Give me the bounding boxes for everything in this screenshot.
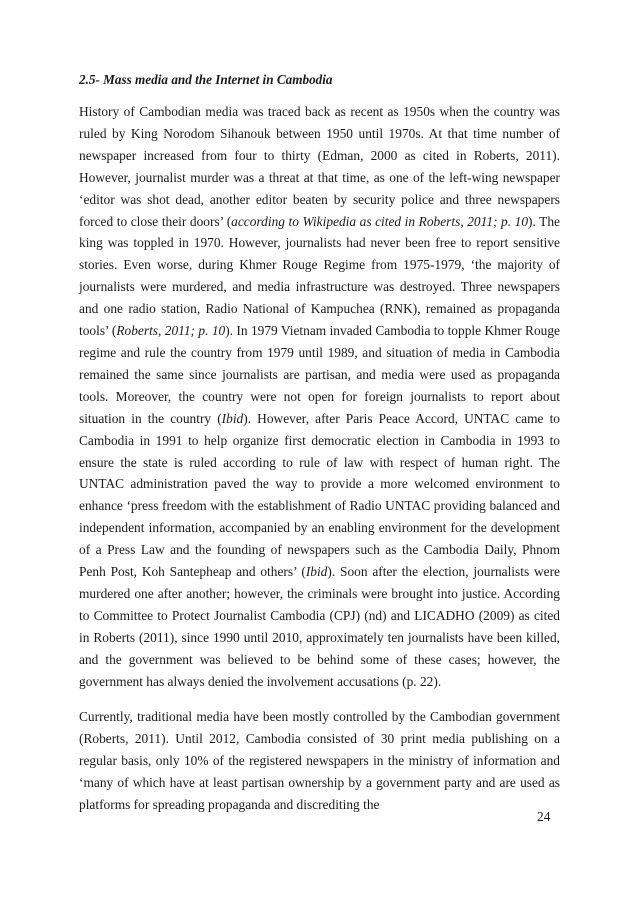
page-number: 24: [537, 809, 551, 824]
text-run: History of Cambodian media was traced back as recent as 1950s when the country was ruled by King Norodom Sihanouk between 1950 until 1970s. At that time number of newspaper increased from four to thirty (Edman, 2000 as cited in Roberts, 2011). However, journalist murder was a threat at that time, as one of the left-wing newspaper ‘editor was shot dead, another editor beaten by security police and three newspapers forced to close their doors’ (: [79, 104, 560, 229]
text-run: Currently, traditional media have been mostly controlled by the Cambodian government (Roberts, 2011). Until 2012, Cambodia consisted of 30 print media publishing on a regular basis, only 10% of the registered newspapers in the ministry of information and ‘many of which have at least partisan ownership by a government party and are used as platforms for spreading propaganda and discrediting the: [79, 709, 560, 812]
text-run: ). In 1979 Vietnam invaded Cambodia to topple Khmer Rouge regime and rule the country from 1979 until 1989, and situation of media in Cambodia remained the same since journalists are partisan, and media were used as propaganda tools. Moreover, the country were not open for foreign journalists to report about situation in the country (: [79, 323, 560, 426]
text-run: ). The king was toppled in 1970. However, journalists had never been free to report sensitive stories. Even worse, during Khmer Rouge Regime from 1975-1979, ‘the majority of journalists were murdered, and media infrastructure was destroyed. Three newspapers and one radio station, Radio National of Kampuchea (RNK), remained as propaganda tools’ (: [79, 213, 560, 339]
section-heading: 2.5- Mass media and the Internet in Cambodia: [79, 72, 333, 87]
citation-run: Ibid: [221, 410, 244, 426]
citation-run: Roberts, 2011; p. 10: [116, 323, 226, 339]
body-paragraph-1: [79, 101, 560, 692]
citation-run: Ibid: [305, 564, 328, 580]
text-run: ). Soon after the election, journalists were murdered one after another; however, the criminals were brought into justice. According to Committee to Protect Journalist Cambodia (CPJ) (nd) and LICADHO (2009) as cited in Roberts (2011), since 1990 until 2010, approximately ten journalists have been killed, and the government was believed to be behind some of these cases; however, the government has always denied the involvement accusations (p. 22).: [79, 564, 560, 689]
citation-run: according to Wikipedia as cited in Roberts, 2011; p. 10: [231, 213, 529, 229]
body-paragraph-2: [79, 706, 560, 816]
text-run: ). However, after Paris Peace Accord, UNTAC came to Cambodia in 1991 to help organize first democratic election in Cambodia in 1993 to ensure the state is ruled according to rule of law with respect of human right. The UNTAC administration paved the way to provide a more welcomed environment to enhance ‘press freedom with the establishment of Radio UNTAC providing balanced and independent information, accompanied by an enabling environment for the development of a Press Law and the founding of newspapers such as the Cambodia Daily, Phnom Penh Post, Koh Santepheap and others’ (: [79, 410, 561, 580]
